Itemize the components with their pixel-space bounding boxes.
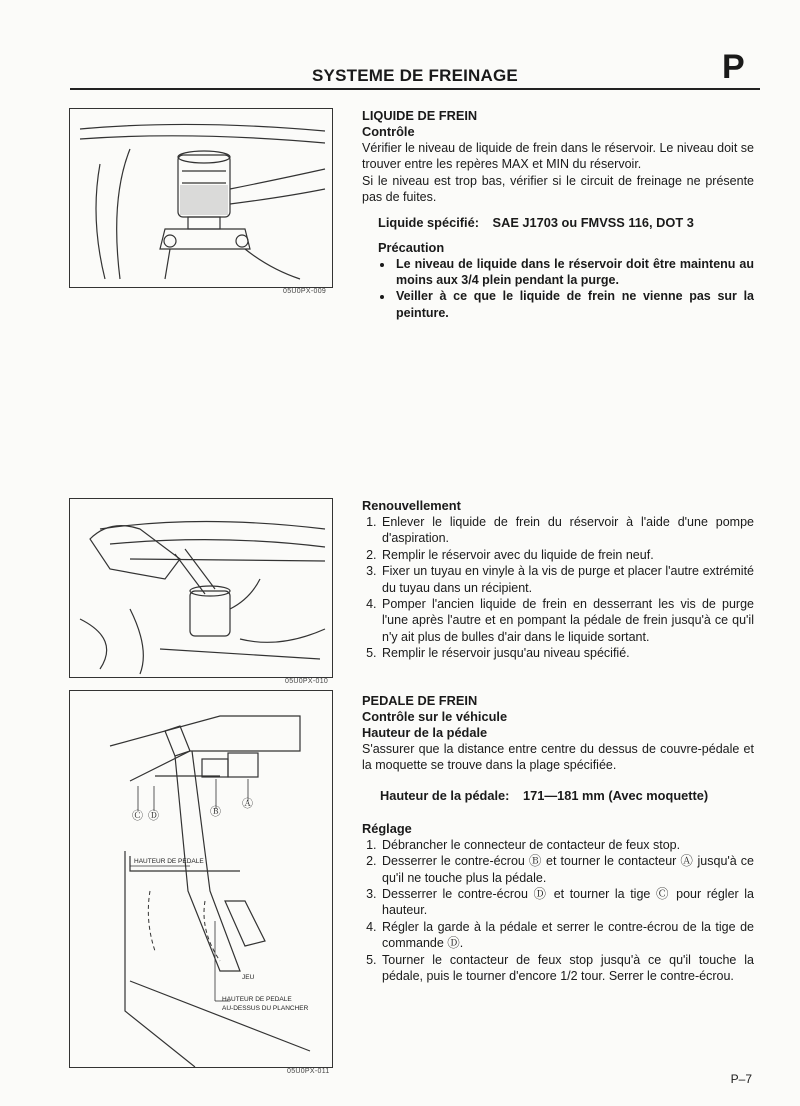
pedal-section xyxy=(362,693,754,984)
pedal-illustration xyxy=(70,691,332,1067)
page-title: SYSTEME DE FREINAGE xyxy=(312,66,518,85)
list-item: 1. Débrancher le connecteur de contacteur de feux stop. xyxy=(380,837,754,853)
list-item: 2. Remplir le réservoir avec du liquide de frein neuf. xyxy=(380,547,754,563)
label-floor-height: HAUTEUR DE PEDALE xyxy=(222,996,292,1003)
figure-renewal xyxy=(69,498,333,678)
renewal-section xyxy=(362,498,754,662)
list-item: 4. Régler la garde à la pédale et serrer le contre-écrou de la tige de commande Ⓓ. xyxy=(380,919,754,952)
fluid-section xyxy=(362,108,754,321)
page-number: P–7 xyxy=(730,1072,752,1086)
spec-label: Liquide spécifié: xyxy=(378,214,479,230)
section-title: Renouvellement xyxy=(362,498,461,513)
figure-code: 05U0PX-011 xyxy=(287,1068,330,1075)
renewal-illustration xyxy=(70,499,332,677)
label-above-floor: AU-DESSUS DU PLANCHER xyxy=(222,1005,309,1012)
pedal-height-spec xyxy=(380,788,754,803)
section-subtitle: Contrôle xyxy=(362,124,415,139)
paragraph: Vérifier le niveau de liquide de frein dans le réservoir. Le niveau doit se trouver entre les repères MAX et MIN du réservoir. xyxy=(362,141,754,172)
figure-pedal xyxy=(69,690,333,1068)
spec-value: SAE J1703 ou FMVSS 116, DOT 3 xyxy=(492,214,694,230)
caution-list xyxy=(378,256,754,322)
list-item: 2. Desserrer le contre-écrou Ⓑ et tourner le contacteur Ⓐ jusqu'à ce qu'il ne touche plus la pédale. xyxy=(380,853,754,886)
section-title: LIQUIDE DE FREIN xyxy=(362,108,478,123)
adjust-steps xyxy=(362,837,754,985)
paragraph: Si le niveau est trop bas, vérifier si le circuit de freinage ne présente pas de fuites. xyxy=(362,173,754,205)
label-a: Ⓐ xyxy=(242,798,253,810)
label-d: Ⓓ xyxy=(148,810,159,822)
figure-reservoir xyxy=(69,108,333,288)
list-item: 3. Desserrer le contre-écrou Ⓓ et tourner la tige Ⓒ pour régler la hauteur. xyxy=(380,886,754,919)
label-pedal-height: HAUTEUR DE PEDALE xyxy=(134,858,204,865)
section-letter: P xyxy=(722,48,745,86)
renewal-steps xyxy=(362,514,754,662)
section-title: PEDALE DE FREIN xyxy=(362,693,478,708)
list-item: • Veiller à ce que le liquide de frein ne vienne pas sur la peinture. xyxy=(394,288,754,321)
figure-code: 05U0PX-010 xyxy=(285,678,329,685)
list-item: 5. Tourner le contacteur de feux stop jusqu'à ce qu'il touche la pédale, puis le tourner d'encore 1/2 tour. Serrer le contre-écrou. xyxy=(380,952,754,985)
list-item: 4. Pomper l'ancien liquide de frein en desserrant les vis de purge l'une après l'autre et en pompant la pédale de frein jusqu'à ce qu'il n'y ait plus de bulles d'air dans le liquide sortant. xyxy=(380,596,754,645)
list-item: 1. Enlever le liquide de frein du réservoir à l'aide d'une pompe d'aspiration. xyxy=(380,514,754,547)
list-item: 5. Remplir le réservoir jusqu'au niveau spécifié. xyxy=(380,645,754,661)
section-subtitle: Hauteur de la pédale xyxy=(362,725,488,740)
spec-label: Hauteur de la pédale: xyxy=(380,787,510,803)
adjust-title: Réglage xyxy=(362,820,412,836)
reservoir-illustration xyxy=(70,109,332,287)
specified-fluid xyxy=(378,215,754,230)
label-c: Ⓒ xyxy=(132,810,143,822)
list-item: • Le niveau de liquide dans le réservoir doit être maintenu au moins aux 3/4 plein pendant la purge. xyxy=(394,256,754,289)
figure-code: 05U0PX-009 xyxy=(283,288,327,295)
label-play: JEU xyxy=(242,974,255,981)
header-rule xyxy=(70,88,760,90)
caution-title: Précaution xyxy=(378,239,445,255)
label-b: Ⓑ xyxy=(210,806,221,818)
section-subtitle: Contrôle sur le véhicule xyxy=(362,709,508,724)
paragraph: S'assurer que la distance entre centre du dessus de couvre-pédale et la moquette se trouve dans la plage spécifiée. xyxy=(362,742,754,773)
spec-value: 171—181 mm (Avec moquette) xyxy=(523,787,709,803)
list-item: 3. Fixer un tuyau en vinyle à la vis de purge et placer l'autre extrémité du tuyau dans un récipient. xyxy=(380,563,754,596)
